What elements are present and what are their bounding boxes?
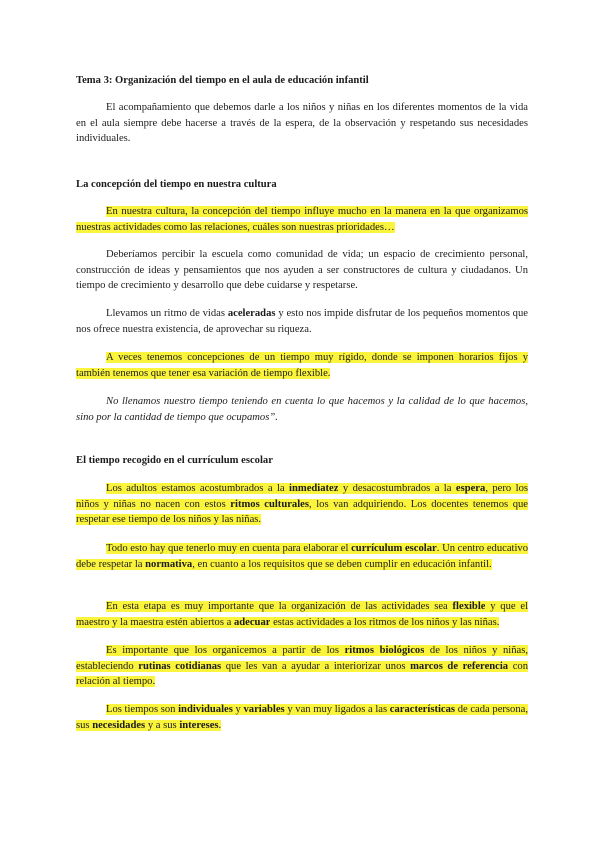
highlighted-text: Los tiempos son bbox=[106, 704, 179, 715]
bold-term: normativa bbox=[145, 558, 193, 570]
highlighted-text: . bbox=[218, 719, 222, 731]
highlighted-text: Es importante que los organicemos a partir de los bbox=[106, 645, 345, 656]
highlighted-text: En nuestra cultura, la concepción del tiempo influye mucho en la manera en la que organizamos nuestras actividades como las relaciones, cuáles son nuestras prioridades… bbox=[76, 206, 528, 233]
highlighted-text: y desacostumbrados a la bbox=[338, 483, 456, 494]
highlighted-text: de cada persona, sus bbox=[76, 704, 528, 731]
highlighted-text: , en cuanto a los requisitos que se deben cumplir en educación infantil. bbox=[192, 558, 492, 570]
bold-term: inmediatez bbox=[289, 483, 339, 494]
bold-term: aceleradas bbox=[227, 308, 276, 319]
bold-term: flexible bbox=[452, 601, 486, 612]
bold-term: variables bbox=[243, 704, 285, 715]
paragraph-tiempos bbox=[76, 702, 528, 733]
highlighted-text: A veces tenemos concepciones de un tiempo muy rígido, donde se imponen horarios fijos y también tenemos que tener esa variación de tiempo flexible. bbox=[76, 352, 528, 379]
bold-term: necesidades bbox=[92, 719, 146, 731]
highlighted-text: y que el maestro y la maestra estén abiertos a bbox=[76, 601, 529, 628]
highlighted-text: que les van a ayudar a interiorizar unos bbox=[221, 660, 411, 672]
highlighted-text: , pero los niños y niñas no nacen con estos bbox=[76, 483, 528, 510]
text-run: Llevamos un ritmo de vidas bbox=[106, 308, 228, 319]
paragraph-ritmos-biologicos bbox=[76, 643, 528, 690]
text-run: y esto nos impide disfrutar de los pequeños momentos que nos ofrece nuestra existencia, de aprovechar su riqueza. bbox=[76, 308, 528, 335]
bold-term: rutinas cotidianas bbox=[138, 660, 222, 672]
highlighted-text: , los van adquiriendo. Los docentes tenemos que respetar ese tiempo de los niños y las niñas. bbox=[76, 498, 528, 526]
highlighted-text: de los niños y niñas, estableciendo bbox=[76, 645, 528, 672]
bold-term: ritmos culturales bbox=[230, 498, 309, 510]
bold-term: adecuar bbox=[233, 616, 271, 628]
section-heading-cultura: La concepción del tiempo en nuestra cultura bbox=[76, 179, 277, 190]
bold-term: ritmos biológicos bbox=[344, 645, 425, 656]
paragraph-curriculum bbox=[76, 541, 528, 572]
page-title: Tema 3: Organización del tiempo en el aula de educación infantil bbox=[76, 75, 369, 86]
highlighted-text: estas actividades a los ritmos de los niños y las niñas. bbox=[270, 616, 500, 628]
highlighted-text: Los adultos estamos acostumbrados a la bbox=[106, 483, 290, 494]
paragraph-flexible bbox=[76, 599, 528, 630]
paragraph-ritmo bbox=[76, 306, 528, 337]
highlighted-text: con relación al tiempo. bbox=[76, 660, 528, 688]
bold-term: intereses bbox=[179, 719, 219, 731]
bold-term: espera bbox=[455, 483, 486, 494]
paragraph-inmediatez bbox=[76, 481, 528, 528]
bold-term: características bbox=[389, 704, 456, 715]
paragraph-escuela: Deberíamos percibir la escuela como comunidad de vida; un espacio de crecimiento personal, construcción de ideas y pensamientos que nos ayuden a ser constructores de cultura y ciudadanos. Un tiempo de crecimiento y desarrollo que debe cuidarse y respetarse. bbox=[76, 249, 528, 292]
section-heading-curriculum: El tiempo recogido en el currículum escolar bbox=[76, 455, 273, 466]
paragraph-concepcion bbox=[76, 204, 528, 235]
highlighted-text: y bbox=[232, 704, 244, 715]
highlighted-text: y van muy ligados a las bbox=[284, 704, 390, 715]
bold-term: marcos de referencia bbox=[410, 660, 509, 672]
highlighted-text: . Un centro educativo debe respetar la bbox=[76, 543, 529, 570]
quote-paragraph: No llenamos nuestro tiempo teniendo en cuenta lo que hacemos y la calidad de lo que hacemos, sino por la cantidad de tiempo que ocupamos”. bbox=[76, 396, 528, 423]
bold-term: individuales bbox=[178, 704, 233, 715]
highlighted-text: y a sus bbox=[145, 719, 180, 731]
bold-term: currículum escolar bbox=[351, 543, 437, 554]
highlighted-text: Todo esto hay que tenerlo muy en cuenta para elaborar el bbox=[106, 543, 352, 554]
paragraph-rigido bbox=[76, 350, 528, 381]
highlighted-text: En esta etapa es muy importante que la organización de las actividades sea bbox=[106, 601, 453, 612]
intro-paragraph: El acompañamiento que debemos darle a los niños y niñas en los diferentes momentos de la vida en el aula siempre debe hacerse a través de la espera, de la observación y respetando sus necesidades individuales. bbox=[76, 102, 528, 145]
